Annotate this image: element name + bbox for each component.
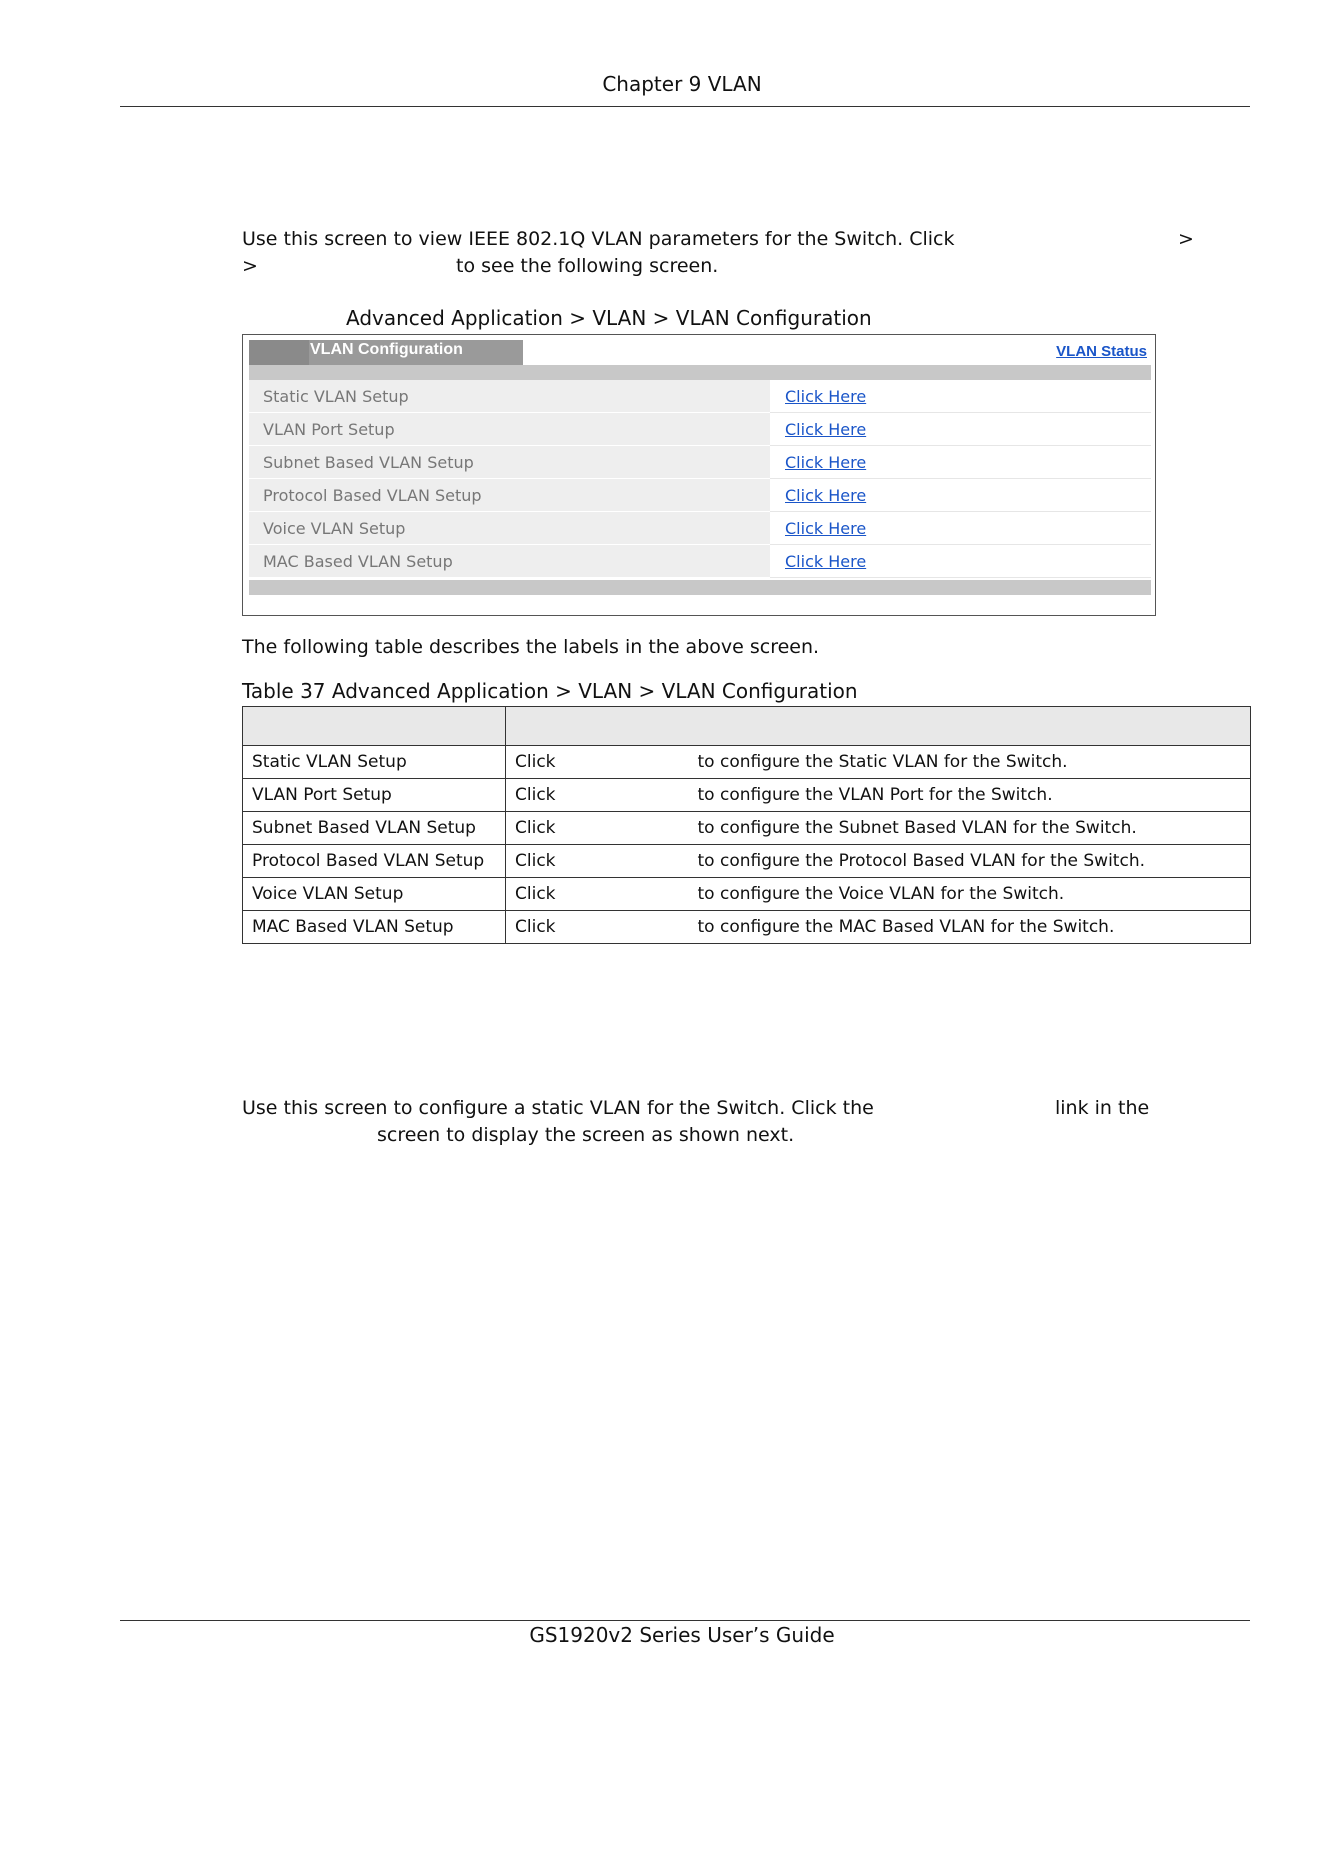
setup-row-mac <box>249 545 1151 578</box>
setup-label: VLAN Port Setup <box>249 413 770 446</box>
setup-label: Voice VLAN Setup <box>249 512 770 545</box>
label-cell: Voice VLAN Setup <box>243 878 506 911</box>
table-row <box>243 845 1251 878</box>
description-text: to configure the MAC Based VLAN for the Switch. <box>697 917 1115 937</box>
section2-line-2: screen to display the screen as shown next. <box>377 1124 795 1146</box>
table-caption: Table 37 Advanced Application > VLAN > VLAN Configuration <box>242 679 858 703</box>
description-cell <box>506 845 1251 878</box>
figure-caption: Advanced Application > VLAN > VLAN Configuration <box>346 306 872 330</box>
label-cell: VLAN Port Setup <box>243 779 506 812</box>
vlan-status-link[interactable]: VLAN Status <box>1056 343 1147 360</box>
label-cell: Subnet Based VLAN Setup <box>243 812 506 845</box>
chapter-header: Chapter 9 VLAN <box>602 72 762 96</box>
setup-label: Protocol Based VLAN Setup <box>249 479 770 512</box>
table-intro: The following table describes the labels in the above screen. <box>242 636 820 658</box>
table-row <box>243 746 1251 779</box>
click-word: Click <box>515 851 556 871</box>
click-word: Click <box>515 818 556 838</box>
click-here-link[interactable]: Click Here <box>770 479 1151 512</box>
click-word: Click <box>515 752 556 772</box>
description-text: to configure the Protocol Based VLAN for the Switch. <box>697 851 1145 871</box>
description-table <box>242 706 1251 944</box>
description-cell <box>506 911 1251 944</box>
intro-sep-1: > <box>1178 228 1194 250</box>
table-row <box>243 779 1251 812</box>
table-row <box>243 812 1251 845</box>
setup-label: Subnet Based VLAN Setup <box>249 446 770 479</box>
screen-title: VLAN Configuration <box>310 341 463 358</box>
setup-label: Static VLAN Setup <box>249 380 770 413</box>
label-cell: Protocol Based VLAN Setup <box>243 845 506 878</box>
description-cell <box>506 812 1251 845</box>
section2-line-1b: link in the <box>1055 1097 1150 1119</box>
intro-text-2: to see the following screen. <box>456 255 719 277</box>
header-cell-description <box>506 707 1251 746</box>
setup-row-subnet <box>249 446 1151 479</box>
intro-text-1: Use this screen to view IEEE 802.1Q VLAN parameters for the Switch. Click <box>242 228 955 250</box>
description-cell <box>506 779 1251 812</box>
setup-row-voice <box>249 512 1151 545</box>
click-here-link[interactable]: Click Here <box>770 512 1151 545</box>
table-row <box>243 911 1251 944</box>
description-text: to configure the Subnet Based VLAN for the Switch. <box>697 818 1137 838</box>
setup-list <box>249 380 1151 578</box>
top-gray-bar <box>249 365 1151 380</box>
section2-line-1a: Use this screen to configure a static VLAN for the Switch. Click the <box>242 1097 874 1119</box>
description-text: to configure the Voice VLAN for the Switch. <box>697 884 1065 904</box>
intro-line-1 <box>242 226 954 253</box>
click-here-link[interactable]: Click Here <box>770 446 1151 479</box>
vlan-configuration-screen <box>242 334 1156 616</box>
intro-sep-2: > <box>242 255 258 277</box>
header-rule <box>120 106 1250 107</box>
header-cell-label <box>243 707 506 746</box>
click-word: Click <box>515 785 556 805</box>
description-cell <box>506 878 1251 911</box>
setup-row-port <box>249 413 1151 446</box>
description-text: to configure the VLAN Port for the Switch. <box>697 785 1053 805</box>
click-here-link[interactable]: Click Here <box>770 545 1151 578</box>
table-header-row <box>243 707 1251 746</box>
title-tab-accent <box>249 340 309 365</box>
description-text: to configure the Static VLAN for the Switch. <box>697 752 1068 772</box>
setup-row-protocol <box>249 479 1151 512</box>
bottom-gray-bar <box>249 580 1151 595</box>
label-cell: MAC Based VLAN Setup <box>243 911 506 944</box>
setup-row-static <box>249 380 1151 413</box>
footer-rule <box>120 1620 1250 1621</box>
description-cell <box>506 746 1251 779</box>
table-row <box>243 878 1251 911</box>
click-word: Click <box>515 917 556 937</box>
setup-label: MAC Based VLAN Setup <box>249 545 770 578</box>
footer-guide-title: GS1920v2 Series User’s Guide <box>529 1623 835 1647</box>
click-here-link[interactable]: Click Here <box>770 380 1151 413</box>
click-word: Click <box>515 884 556 904</box>
click-here-link[interactable]: Click Here <box>770 413 1151 446</box>
label-cell: Static VLAN Setup <box>243 746 506 779</box>
